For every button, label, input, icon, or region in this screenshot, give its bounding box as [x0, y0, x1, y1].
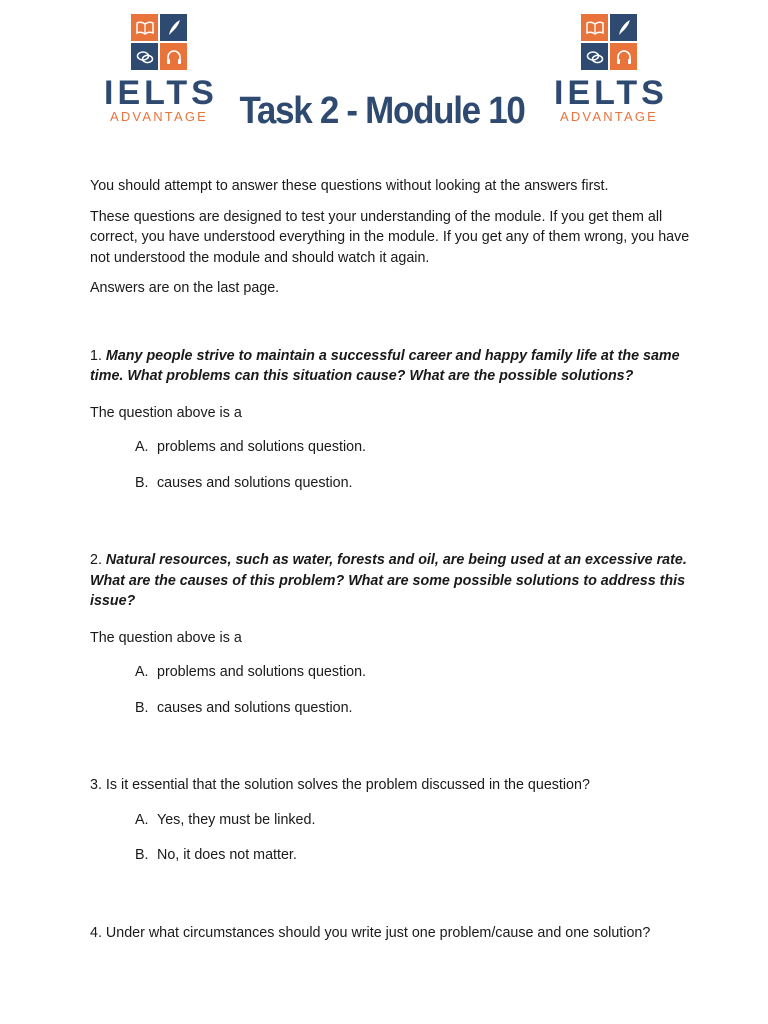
option-text: No, it does not matter.: [157, 847, 297, 863]
document-body: [90, 176, 690, 943]
question-prompt: Under what circumstances should you write just one problem/cause and one solution?: [105, 924, 651, 941]
answer-option: [135, 437, 690, 458]
logo-wordmark: IELTS: [554, 74, 668, 112]
question-lead: The question above is a: [90, 629, 242, 646]
option-text: Yes, they must be linked.: [157, 811, 316, 828]
answer-option: [135, 473, 690, 494]
logo-subtitle: ADVANTAGE: [559, 109, 659, 124]
logo-subtitle: ADVANTAGE: [109, 109, 209, 124]
ielts-advantage-logo-left: [104, 14, 218, 124]
open-book-icon: [131, 14, 158, 41]
question-prompt: Many people strive to maintain a successful career and happy family life at the same time. What problems can this situation cause? What are the possible solutions?: [90, 347, 680, 384]
speech-bubbles-icon: [131, 43, 158, 70]
answer-option: [135, 698, 690, 719]
option-letter: B.: [135, 699, 149, 716]
speech-bubbles-icon: [581, 43, 608, 70]
question-number: 2.: [90, 552, 102, 568]
question-text: [90, 346, 690, 387]
open-book-icon: [581, 14, 608, 41]
answer-option: [135, 845, 690, 866]
question-number: 4.: [90, 924, 102, 941]
option-letter: B.: [135, 847, 149, 863]
question-number: 3.: [90, 777, 102, 793]
option-text: problems and solutions question.: [157, 439, 367, 455]
question-4: [90, 923, 690, 944]
question-lead: The question above is a: [90, 404, 242, 421]
option-letter: B.: [135, 474, 149, 491]
quill-pen-icon: [160, 14, 187, 41]
option-text: problems and solutions question.: [157, 664, 367, 680]
intro-paragraph: You should attempt to answer these questions without looking at the answers first.: [90, 178, 609, 194]
question-text: [90, 923, 690, 944]
question-prompt: Natural resources, such as water, forests and oil, are being used at an excessive rate. What are the causes of this problem? What are some possible solutions to address this issue?: [90, 552, 687, 609]
page-title: Task 2 - Module 10: [239, 90, 525, 132]
option-letter: A.: [135, 439, 149, 455]
question-text: [90, 550, 690, 612]
ielts-advantage-logo-right: [554, 14, 668, 124]
question-1: [90, 346, 690, 494]
intro-paragraph: These questions are designed to test your understanding of the module. If you get them all correct, you have understood everything in the module. If you get any of them wrong, you have not understood the module and should watch it again.: [90, 208, 690, 266]
headphones-icon: [610, 43, 637, 70]
question-number: 1.: [90, 347, 102, 364]
quill-pen-icon: [610, 14, 637, 41]
answer-option: [135, 662, 690, 683]
question-text: [90, 775, 690, 796]
document-header: [0, 0, 768, 150]
option-letter: A.: [135, 811, 149, 828]
option-text: causes and solutions question.: [157, 699, 353, 716]
intro-paragraph: Answers are on the last page.: [90, 280, 280, 296]
option-letter: A.: [135, 664, 149, 680]
question-3: [90, 775, 690, 866]
logo-wordmark: IELTS: [104, 74, 218, 112]
question-prompt: Is it essential that the solution solves the problem discussed in the question?: [105, 777, 590, 793]
option-text: causes and solutions question.: [157, 474, 353, 491]
question-2: [90, 550, 690, 718]
answer-option: [135, 810, 690, 831]
headphones-icon: [160, 43, 187, 70]
